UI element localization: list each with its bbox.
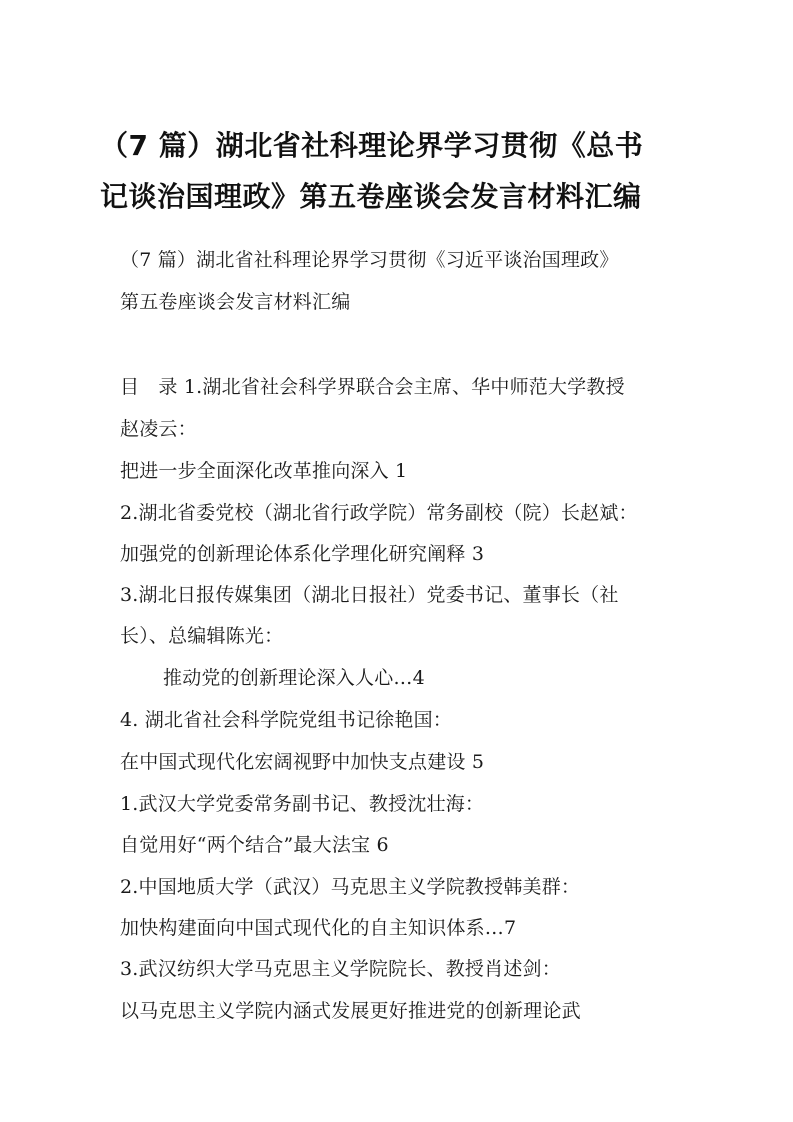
toc-line: 在中国式现代化宏阔视野中加快支点建设 5 [120,751,485,773]
toc-line: 加快构建面向中国式现代化的自主知识体系…7 [120,917,517,939]
document-title-line-2: 记谈治国理政》第五卷座谈会发言材料汇编 [100,180,642,213]
toc-line: 3.湖北日报传媒集团（湖北日报社）党委书记、董事长（社 [120,584,619,606]
toc-line: 2.湖北省委党校（湖北省行政学院）常务副校（院）长赵斌： [120,502,638,524]
toc-line: 赵凌云： [120,418,197,440]
toc-line: 2.中国地质大学（武汉）马克思主义学院教授韩美群： [120,876,581,898]
toc-line: 把进一步全面深化改革推向深入 1 [120,460,408,482]
toc-line: 以马克思主义学院内涵式发展更好推进党的创新理论武 [120,1000,581,1022]
toc-line: 目 录 1.湖北省社会科学界联合会主席、华中师范大学教授 [120,376,625,398]
toc-line: 加强党的创新理论体系化学理化研究阐释 3 [120,543,485,565]
subtitle-line-1: （7 篇）湖北省社科理论界学习贯彻《习近平谈治国理政》 [120,249,619,271]
toc-line: 4. 湖北省社会科学院党组书记徐艳国： [120,709,452,731]
toc-line: 自觉用好“两个结合”最大法宝 6 [120,834,389,856]
subtitle-line-2: 第五卷座谈会发言材料汇编 [120,291,351,313]
toc-line: 推动党的创新理论深入人心…4 [163,667,425,689]
toc-line: 1.武汉大学党委常务副书记、教授沈壮海： [120,793,485,815]
toc-line: 3.武汉纺织大学马克思主义学院院长、教授肖述剑： [120,958,561,980]
toc-line: 长）、总编辑陈光： [120,625,284,647]
document-title-line-1: （7 篇）湖北省社科理论界学习贯彻《总书 [100,129,644,162]
